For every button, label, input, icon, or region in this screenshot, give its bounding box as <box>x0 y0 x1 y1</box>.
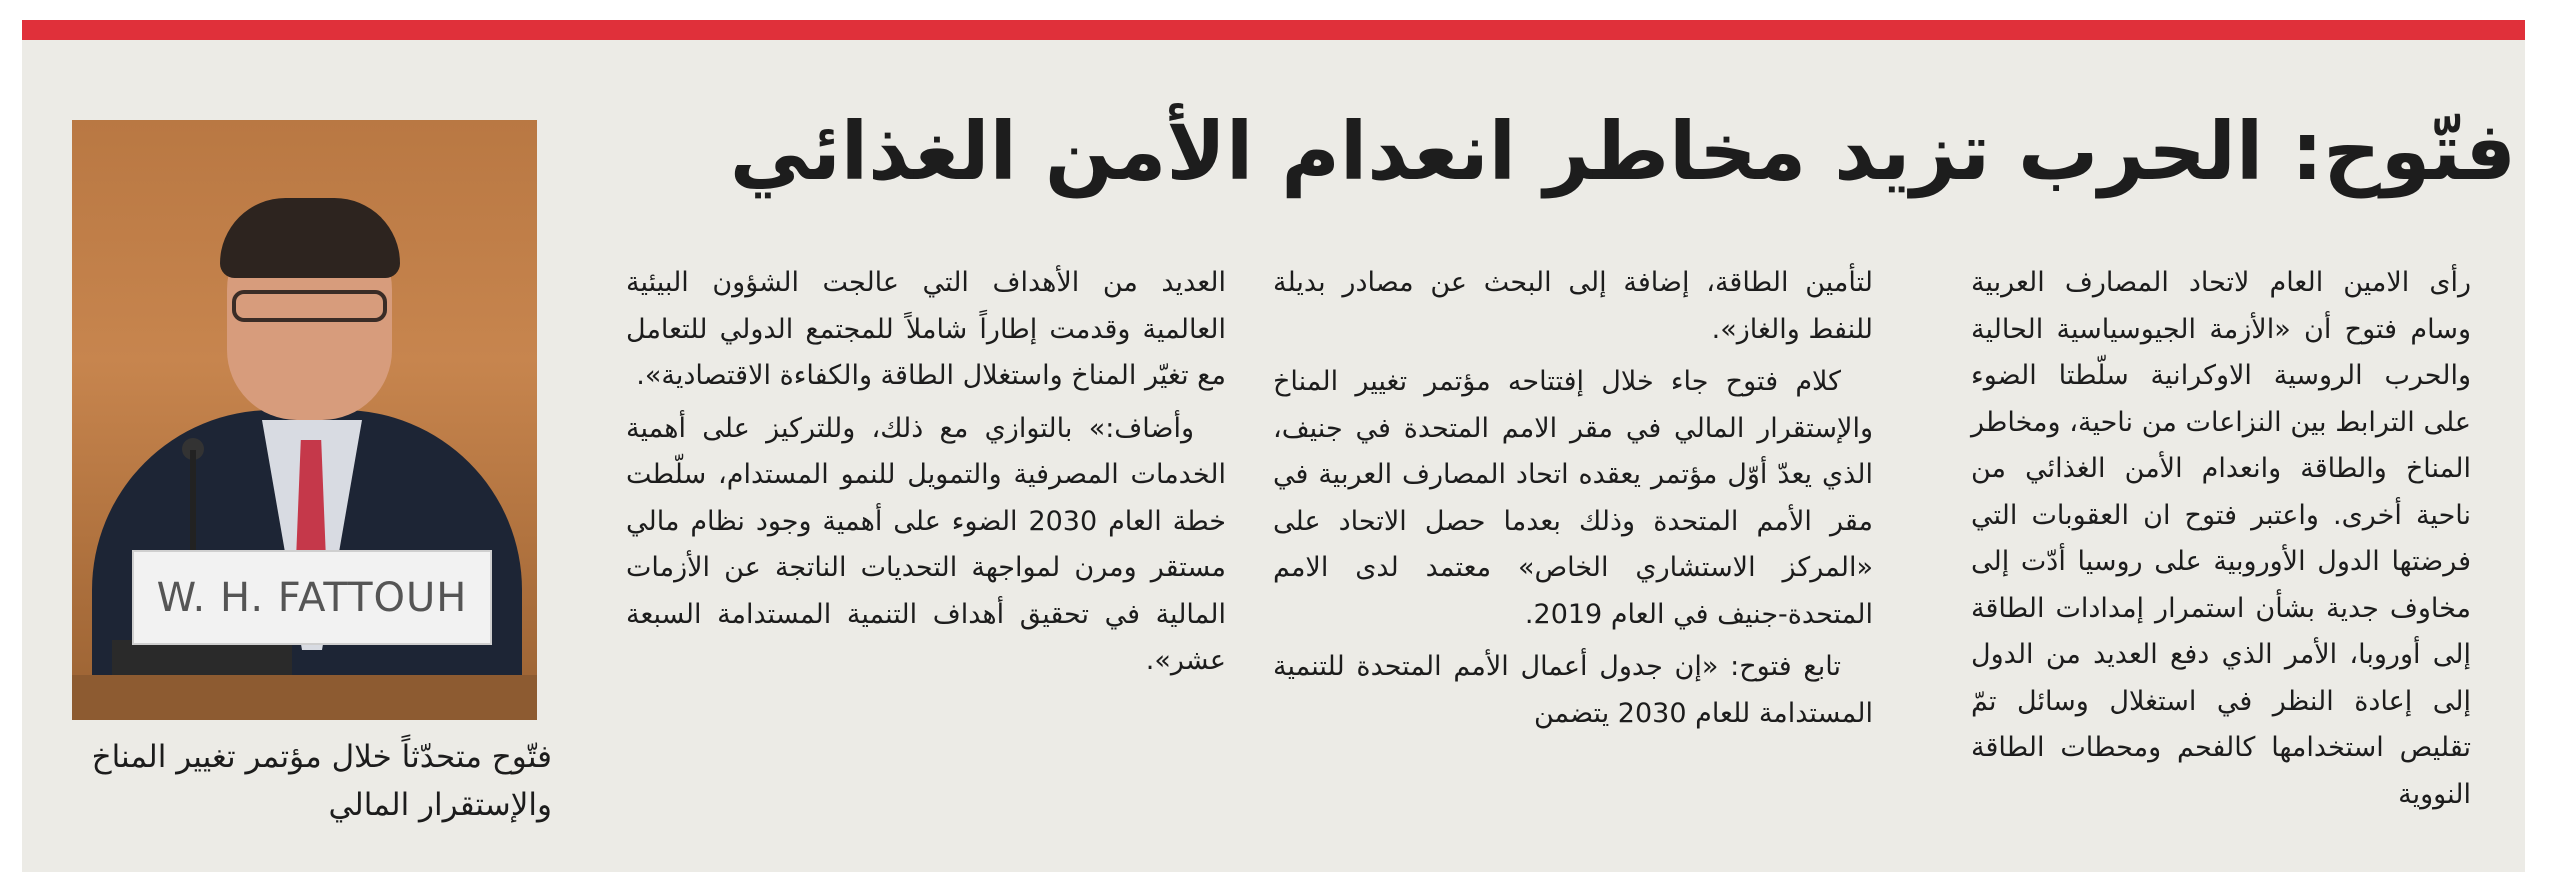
accent-bar <box>22 20 2525 40</box>
paragraph: رأى الامين العام لاتحاد المصارف العربية وسام فتوح أن «الأزمة الجيوسياسية الحالية والحرب الروسية الاوكرانية سلّطتا الضوء على الترابط بين النزاعات من ناحية، ومخاطر المناخ والطاقة وانعدام الأمن الغذائي من ناحية أخرى. واعتبر فتوح ان العقوبات التي فرضتها الدول الأوروبية على روسيا أدّت إلى مخاوف جدية بشأن استمرار إمدادات الطاقة إلى أوروبا، الأمر الذي دفع العديد من الدول إلى إعادة النظر في استغلال وسائل تمّ تقليص استخدامها كالفحم ومحطات الطاقة النووية <box>1971 267 2471 810</box>
paragraph: لتأمين الطاقة، إضافة إلى البحث عن مصادر بديلة للنفط والغاز». <box>1273 267 1873 345</box>
paragraph: العديد من الأهداف التي عالجت الشؤون البيئية العالمية وقدمت إطاراً شاملاً للمجتمع الدولي للتعامل مع تغيّر المناخ واستغلال الطاقة والكفاءة الاقتصادية». <box>626 267 1226 391</box>
photo-desk <box>72 675 537 720</box>
paragraph: كلام فتوح جاء خلال إفتتاحه مؤتمر تغيير المناخ والإستقرار المالي في مقر الامم المتحدة في جنيف، الذي يعدّ أوّل مؤتمر يعقده اتحاد المصارف العربية في مقر الأمم المتحدة وذلك بعدما حصل الاتحاد على «المركز الاستشاري الخاص» معتمد لدى الامم المتحدة-جنيف في العام 2019. <box>1273 366 1873 630</box>
article-column-3 <box>626 260 1226 691</box>
article-column-1 <box>1971 260 2471 824</box>
paragraph: تابع فتوح: «إن جدول أعمال الأمم المتحدة للتنمية المستدامة للعام 2030 يتضمن <box>1273 651 1873 729</box>
paragraph: وأضاف:» بالتوازي مع ذلك، وللتركيز على أهمية الخدمات المصرفية والتمويل للنمو المستدام، سلّطت خطة العام 2030 الضوء على أهمية وجود نظام مالي مستقر ومرن لمواجهة التحديات الناتجة عن الأزمات المالية في تحقيق أهداف التنمية المستدامة السبعة عشر». <box>626 412 1226 676</box>
photo-glasses <box>232 290 387 322</box>
headline: فتّوح: الحرب تزيد مخاطر انعدام الأمن الغذائي <box>729 105 2516 198</box>
photo-caption: فتّوح متحدّثاً خلال مؤتمر تغيير المناخ والإستقرار المالي <box>91 739 552 823</box>
microphone-base <box>112 640 292 680</box>
speaker-photo <box>72 120 537 720</box>
photo-hair <box>220 198 400 278</box>
nameplate: W. H. FATTOUH <box>132 550 492 645</box>
article-column-2 <box>1273 260 1873 743</box>
